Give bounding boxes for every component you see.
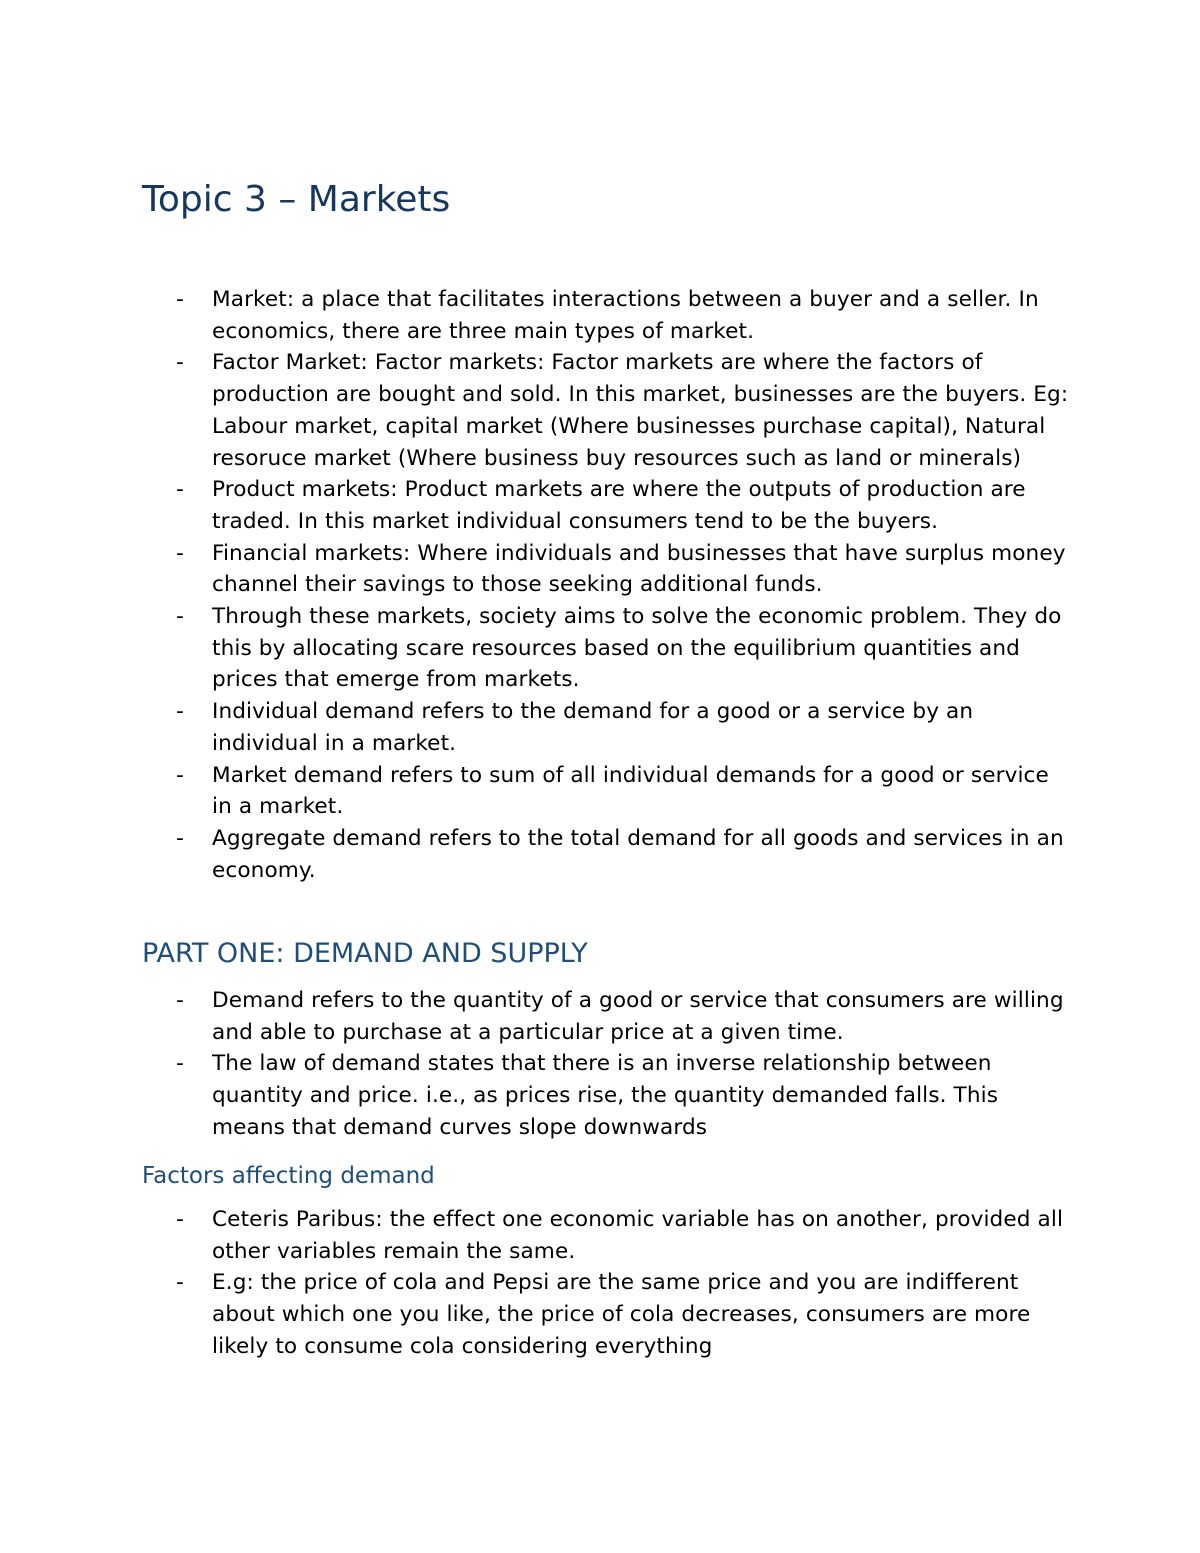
bullet-marker: - [176, 1051, 184, 1077]
list-item-text: Demand refers to the quantity of a good or service that consumers are willing and able to purchase at a particular price at a given time. [212, 988, 1064, 1045]
list-item [0, 1267, 1072, 1362]
list-item [0, 823, 1072, 886]
list-item [0, 1048, 1072, 1143]
list-item [0, 985, 1072, 1048]
bullet-marker: - [176, 604, 184, 630]
page-title: Topic 3 – Markets [142, 179, 451, 220]
subheading-factors-affecting-demand: Factors affecting demand [142, 1163, 435, 1189]
list-item-text: Aggregate demand refers to the total demand for all goods and services in an economy. [212, 825, 1064, 883]
bullet-marker: - [176, 988, 184, 1013]
list-item-text: E.g: the price of cola and Pepsi are the same price and you are indifferent about which one you like, the price of cola decreases, consumers are more likely to consume cola considering everything [212, 1270, 1031, 1359]
bullet-marker: - [176, 1207, 184, 1232]
list-item [0, 696, 1072, 759]
list-item [0, 347, 1072, 474]
bullet-marker: - [176, 287, 184, 312]
list-item-text: Individual demand refers to the demand for a good or a service by an individual in a market. [212, 699, 974, 756]
bullet-marker: - [176, 1270, 184, 1296]
list-item-text: Product markets: Product markets are where the outputs of production are traded. In this market individual consumers tend to be the buyers. [212, 477, 1026, 534]
bullet-marker: - [176, 762, 184, 788]
bullet-marker: - [176, 825, 184, 851]
list-item [0, 474, 1072, 537]
list-item [0, 760, 1072, 823]
bullet-marker: - [176, 699, 184, 725]
markets-bullet-list [0, 284, 1072, 886]
list-item [0, 284, 1072, 347]
bullet-marker: - [176, 540, 184, 566]
list-item-text: Factor Market: Factor markets: Factor markets are where the factors of production are bought and sold. In this market, businesses are the buyers. Eg: Labour market, capital market (Where businesses purchase capital), Natural resoruce market (Where business buy resources such as land or minerals) [212, 350, 1069, 471]
list-item [0, 1204, 1072, 1267]
list-item-text: Market demand refers to sum of all individual demands for a good or service in a market. [212, 762, 1049, 820]
bullet-marker: - [176, 350, 184, 376]
list-item-text: Ceteris Paribus: the effect one economic variable has on another, provided all other variables remain the same. [212, 1207, 1064, 1264]
factors-bullet-list [0, 1204, 1072, 1363]
list-item-text: Market: a place that facilitates interactions between a buyer and a seller. In economics, there are three main types of market. [212, 287, 1039, 344]
section-heading-demand-supply: PART ONE: DEMAND AND SUPPLY [142, 938, 588, 969]
list-item-text: The law of demand states that there is an inverse relationship between quantity and price. i.e., as prices rise, the quantity demanded falls. This means that demand curves slope downwards [212, 1051, 999, 1140]
list-item [0, 601, 1072, 696]
list-item-text: Financial markets: Where individuals and businesses that have surplus money channel their savings to those seeking additional funds. [212, 540, 1066, 598]
list-item [0, 538, 1072, 601]
bullet-marker: - [176, 477, 184, 503]
list-item-text: Through these markets, society aims to solve the economic problem. They do this by allocating scare resources based on the equilibrium quantities and prices that emerge from markets. [212, 604, 1062, 693]
demand-bullet-list [0, 985, 1072, 1144]
